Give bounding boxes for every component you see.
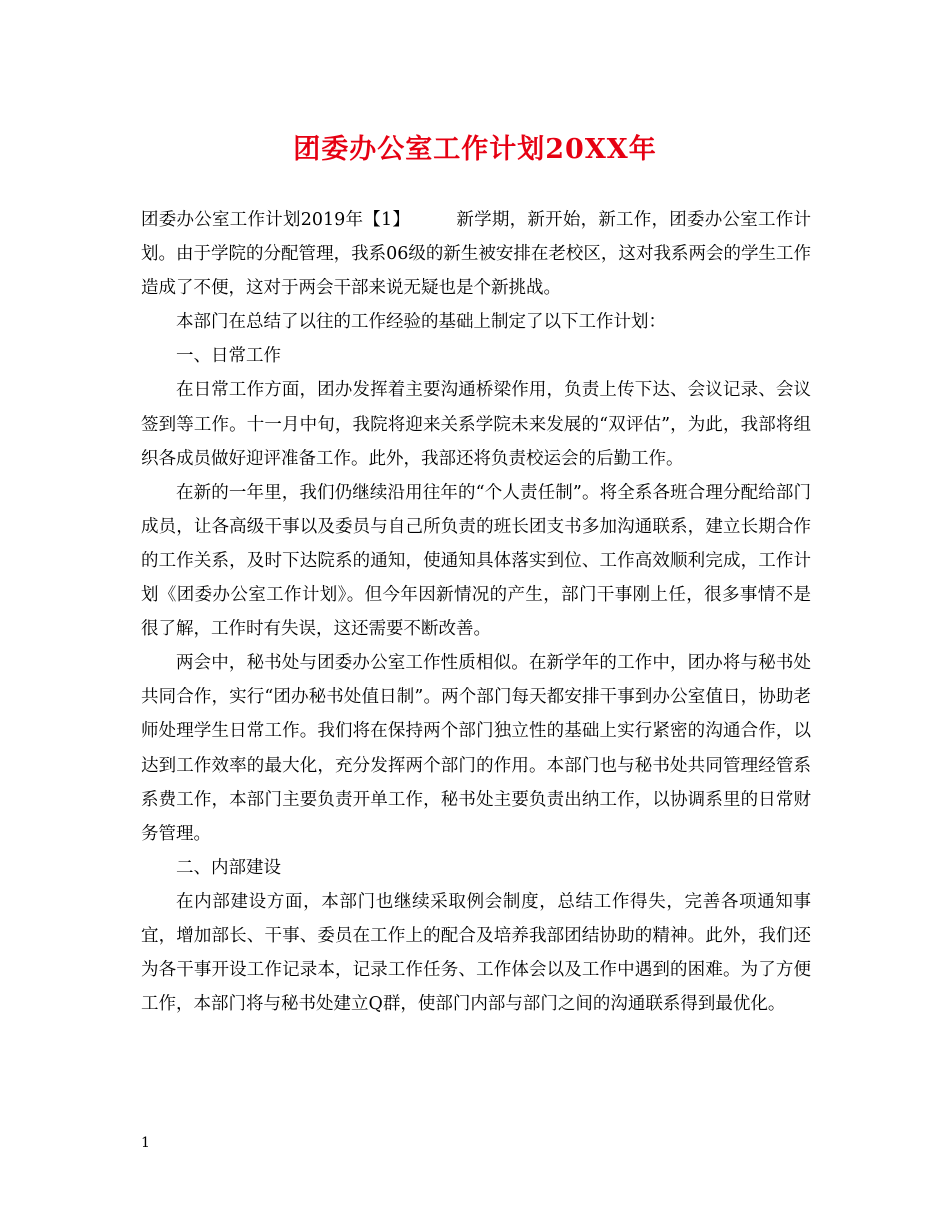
document-title: 团委办公室工作计划20XX年: [293, 134, 657, 165]
paragraph-intro: 本部门在总结了以往的工作经验的基础上制定了以下工作计划：: [176, 312, 666, 333]
section-heading-internal-building: 二、内部建设: [176, 857, 281, 878]
document-body: [141, 203, 811, 1021]
lead-prefix: 团委办公室工作计划2019年【1】: [141, 210, 411, 230]
section-heading-daily-work: 一、日常工作: [176, 346, 281, 367]
paragraph-responsibility-system: 在新的一年里，我们仍继续沿用往年的“个人责任制”。将全系各班合理分配给部门成员，让各高级干事以及委员与自己所负责的班长团支书多加沟通联系，建立长期合作的工作关系，及时下达院系的通知，使通知具体落实到位、工作高效顺利完成，工作计划《团委办公室工作计划》。但今年因新情况的产生，部门干事刚上任，很多事情不是很了解，工作时有失误，这还需要不断改善。: [141, 482, 811, 640]
page-number: 1: [141, 1135, 150, 1151]
lead-paragraph: [141, 203, 811, 305]
paragraph-internal-building: 在内部建设方面，本部门也继续采取例会制度，总结工作得失，完善各项通知事宜，增加部长、干事、委员在工作上的配合及培养我部团结协助的精神。此外，我们还为各干事开设工作记录本，记录工作任务、工作体会以及工作中遇到的困难。为了方便工作，本部门将与秘书处建立Q群，使部门内部与部门之间的沟通联系得到最优化。: [141, 891, 811, 1015]
lead-text: 新学期，新开始，新工作，团委办公室工作计划。由于学院的分配管理，我系06级的新生被安排在老校区，这对我系两会的学生工作造成了不便，这对于两会干部来说无疑也是个新挑战。: [141, 210, 812, 299]
paragraph-daily-work: 在日常工作方面，团办发挥着主要沟通桥梁作用，负责上传下达、会议记录、会议签到等工作。十一月中旬，我院将迎来关系学院未来发展的“双评估”，为此，我部将组织各成员做好迎评准备工作。此外，我部还将负责校运会的后勤工作。: [141, 380, 811, 469]
paragraph-secretariat-cooperation: 两会中，秘书处与团委办公室工作性质相似。在新学年的工作中，团办将与秘书处共同合作，实行“团办秘书处值日制”。两个部门每天都安排干事到办公室值日，协助老师处理学生日常工作。我们将在保持两个部门独立性的基础上实行紧密的沟通合作，以达到工作效率的最大化，充分发挥两个部门的作用。本部门也与秘书处共同管理经管系系费工作，本部门主要负责开单工作，秘书处主要负责出纳工作，以协调系里的日常财务管理。: [141, 653, 811, 844]
